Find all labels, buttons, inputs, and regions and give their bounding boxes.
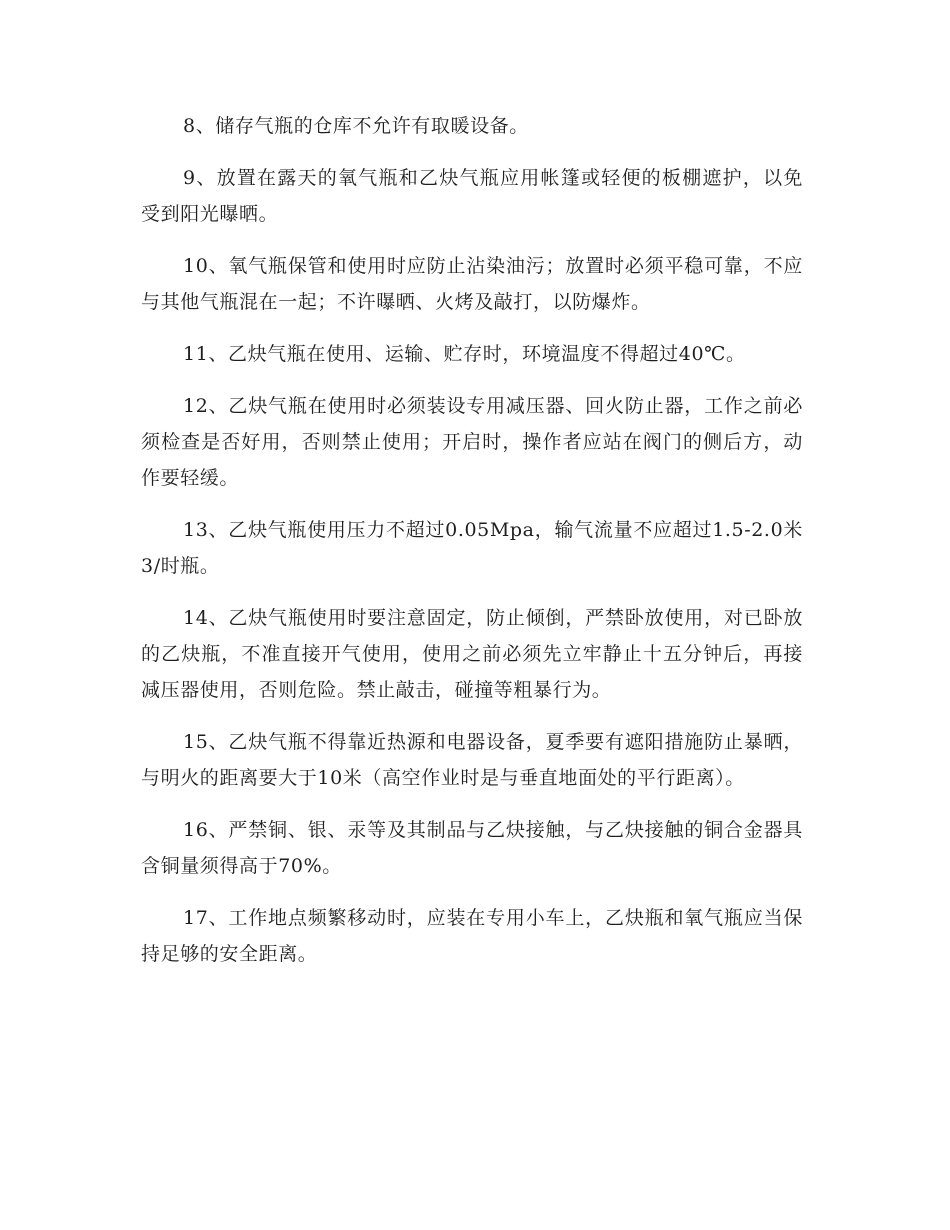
paragraph-item-16: 16、严禁铜、银、汞等及其制品与乙炔接触，与乙炔接触的铜合金器具含铜量须得高于70%。 (141, 819, 803, 877)
paragraph-item-9: 9、放置在露天的氧气瓶和乙炔气瓶应用帐篷或轻便的板棚遮护，以免受到阳光曝晒。 (141, 167, 803, 225)
paragraph-item-10: 10、氧气瓶保管和使用时应防止沾染油污；放置时必须平稳可靠，不应与其他气瓶混在一起；不许曝晒、火烤及敲打，以防爆炸。 (141, 255, 803, 313)
paragraph-item-8: 8、储存气瓶的仓库不允许有取暖设备。 (183, 115, 529, 137)
document-body (141, 108, 803, 988)
paragraph-item-17: 17、工作地点频繁移动时，应装在专用小车上，乙炔瓶和氧气瓶应当保持足够的安全距离。 (141, 907, 803, 965)
paragraph-item-12: 12、乙炔气瓶在使用时必须装设专用减压器、回火防止器，工作之前必须检查是否好用，否则禁止使用；开启时，操作者应站在阀门的侧后方，动作要轻缓。 (141, 395, 803, 489)
paragraph-item-13: 13、乙炔气瓶使用压力不超过0.05Mpa，输气流量不应超过1.5-2.0米3/时瓶。 (141, 519, 803, 577)
paragraph-item-14: 14、乙炔气瓶使用时要注意固定，防止倾倒，严禁卧放使用，对已卧放的乙炔瓶，不准直接开气使用，使用之前必须先立牢静止十五分钟后，再接减压器使用，否则危险。禁止敲击，碰撞等粗暴行为。 (141, 607, 803, 701)
paragraph-item-11: 11、乙炔气瓶在使用、运输、贮存时，环境温度不得超过40℃。 (183, 343, 746, 365)
paragraph-item-15: 15、乙炔气瓶不得靠近热源和电器设备，夏季要有遮阳措施防止暴晒，与明火的距离要大于10米（高空作业时是与垂直地面处的平行距离）。 (141, 731, 803, 789)
